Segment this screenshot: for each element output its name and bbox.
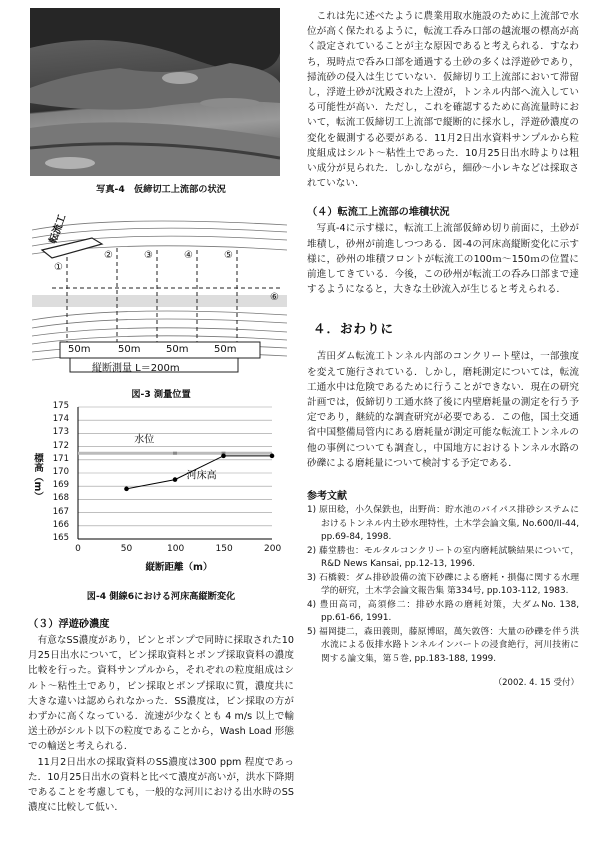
- chart-yticks: [44, 403, 71, 543]
- y-tick-label: 169: [52, 480, 69, 491]
- upstream-photo: [30, 8, 280, 176]
- conclusion-paragraph: 苫田ダム転流工トンネル内部のコンクリート壁は，一部強度を変えて施行されている．しかし，磨耗測定については，転流工通水中は危険であるために行うことができない．現在の研究計画では，仮締切り工通水終了後に内壁磨耗量の測定を行う予定であり，継続的な調査研究が必要である．この他，国土交通省中国整備局管内にある磨耗量が測定可能な転流工トンネルの他の事例についても調査し，中国地方におけるトンネル水路の砂礫による磨耗量について検討する予定である．: [307, 351, 579, 469]
- reference-4: 4) 豊田高司，高須修二：排砂水路の磨耗対策，大ダムNo. 138, pp.61-66, 1991.: [307, 599, 579, 624]
- chart-xticks: [74, 544, 294, 556]
- section3-paragraph-2: 11月2日出水の採取資料のSS濃度は300 ppm 程度であった．10月25日出水の資料と比べて濃度が高いが，洪水下降期であることを考慮しても，一般的な河川における出水時のSS濃度に比較して低い．: [28, 756, 294, 814]
- riverbed-point: [221, 454, 226, 459]
- section4-paragraph: 写真-4に示す様に，転流工上流部仮締め切り前面に，土砂が堆積し，砂州が前進しつつある．図-4の河床高縦断変化に示す様に，砂州の堆積フロントが転流工の100ｍ～150ｍの位置に前進してきている．今後，この砂州が転流工の呑み口部まで達するようになると，大きな土砂流入が生じると考えられる．: [307, 223, 579, 296]
- chart-caption: 図-4 側線6における河床高縦断変化: [86, 591, 236, 602]
- marker-3: ③: [144, 250, 153, 261]
- scale-seg-2: 50m: [118, 344, 141, 355]
- scale-seg-1: 50m: [68, 344, 91, 355]
- tunnel-label: 転流工: [47, 213, 69, 246]
- y-tick-label: 167: [52, 506, 69, 517]
- riverbed-point: [173, 477, 178, 482]
- marker-2: ②: [104, 250, 113, 261]
- chapter4-title: ４．おわりに: [313, 321, 395, 337]
- map-caption: 図-3 測量位置: [131, 389, 191, 400]
- series-label-water-level: 水位: [134, 434, 155, 446]
- chart: [30, 403, 294, 581]
- marker-1: ①: [54, 262, 63, 273]
- reference-2: 2) 藤堂勝也：モルタルコンクリートの室内磨耗試験結果について，R&D News Kansai, pp.12-13, 1996.: [307, 545, 579, 570]
- references-title: 参考文献: [307, 491, 347, 503]
- reference-1: 1) 原田稔，小久保鉄也，出野尚：貯水池のバイパス排砂システムにおけるトンネル内土砂水理特性，土木学会論文集, No.600/II-44, pp.69-84, 1998.: [307, 505, 579, 543]
- x-tick-label: 200: [264, 544, 282, 554]
- section3-title: （３）浮遊砂濃度: [28, 619, 110, 630]
- marker-6: ⑥: [270, 292, 279, 303]
- marker-4: ④: [184, 250, 193, 261]
- chart-ylabel: 標高（m）: [32, 453, 43, 501]
- y-tick-label: 175: [52, 401, 69, 411]
- scale-total: 縦断測量 L＝200m: [92, 363, 180, 374]
- right-paragraph-1: これは先に述べたように農業用取水施設のために上流部で水位が高く保たれるように，転流工呑み口部の越流堰の標高が高く設定されていることが主な原因であると考えられる．すなわち，現時点で呑み口部を通過する土砂の多くは浮遊砂であり，掃流砂の侵入は生じていない．仮締切り工上流部において滞留し，浮遊土砂が沈殿された上澄が，トンネル内部へ流入している可能性が高い．ただし，これを確認するために高流量時において，転流工仮締切工上流部で縦断的に採水し，浮遊砂濃度の変化を観測する必要がある．11月2日出水資料サンプルから粒度組成はシルト～粘性土であった．10月25日出水時よりは粗い成分が見られた．しかしながら，細砂～小レキなどは採取されていない．: [307, 11, 579, 190]
- y-tick-label: 171: [52, 453, 69, 464]
- y-tick-label: 166: [52, 519, 69, 530]
- y-tick-label: 172: [52, 440, 69, 451]
- section3-paragraph-1: 有意なSS濃度があり，ビンとポンプで同時に採取された10月25日出水について，ビン採取資料とポンプ採取資料の濃度比較を行った。資料サンプルから，それぞれの粒度組成はシルト～粘性土であり，ビン採取とポンプ採取に質，濃度共に大きな違いは認められなかった．SS濃度は，ビン採取の方がわずかに高くなっている．流速が少なくとも 4 m/s 以上で輸送土砂がシルト以下の粒度であることから，Wash Load 形態での輸送と考えられる．: [28, 635, 294, 753]
- x-tick-label: 150: [215, 544, 233, 554]
- scale-seg-4: 50m: [214, 344, 237, 355]
- survey-map: [32, 210, 287, 380]
- y-tick-label: 173: [52, 427, 69, 438]
- water-level-point: [173, 452, 177, 455]
- reference-3: 3) 石橋毅：ダム排砂設備の流下砂礫による磨耗・損傷に関する水理学的研究，土木学会論文報告集 第334号, pp.103-112, 1983.: [307, 572, 579, 597]
- chart-xlabel: 縦断距離（m）: [145, 562, 213, 573]
- riverbed-point: [124, 487, 129, 492]
- photo-texture: [30, 8, 280, 176]
- right-column: [307, 9, 579, 688]
- reference-5: 5) 福岡捷二，森田義則，藤原博昭，萬矢敦啓：大量の砂礫を伴う洪水流による仮排水路トンネルインバートの浸食絶行，河川技術に関する論文集，第５巻, pp.183-188, 1999.: [307, 626, 579, 664]
- chart-plot: [74, 403, 284, 543]
- received-date: （2002. 4. 15 受付）: [493, 678, 579, 689]
- x-tick-label: 50: [120, 544, 133, 554]
- left-text: [28, 615, 294, 815]
- photo-caption: 写真-4 仮締切工上流部の状況: [96, 184, 226, 195]
- riverbed-point: [270, 454, 275, 459]
- y-tick-label: 165: [52, 533, 69, 543]
- series-label-riverbed: 河床高: [186, 470, 217, 482]
- x-tick-label: 0: [75, 544, 81, 554]
- y-tick-label: 168: [52, 493, 69, 504]
- marker-5: ⑤: [224, 250, 233, 261]
- x-tick-label: 100: [167, 544, 185, 554]
- scale-seg-3: 50m: [166, 344, 189, 355]
- y-tick-label: 174: [52, 414, 69, 425]
- section4-title: （４）転流工上流部の堆積状況: [307, 207, 450, 219]
- y-tick-label: 170: [52, 467, 69, 477]
